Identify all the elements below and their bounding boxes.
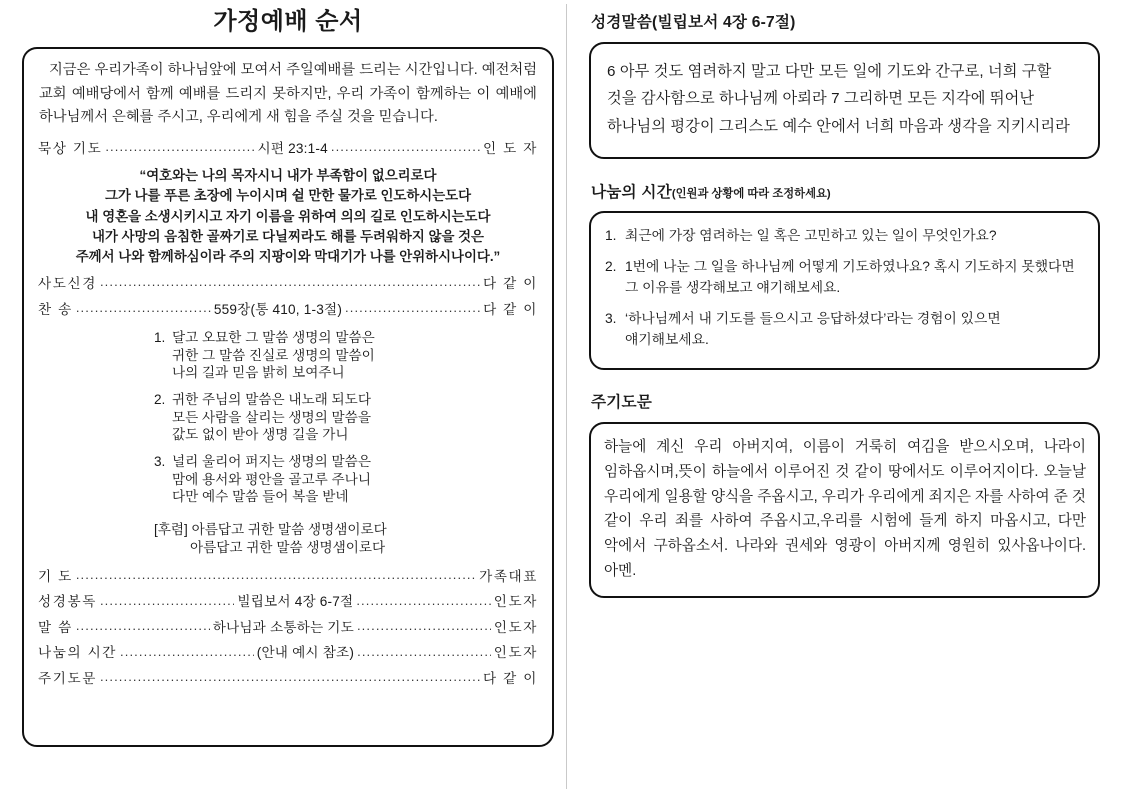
order-line-label: 주기도문 — [38, 670, 97, 686]
hymn-verse-number: 2. — [154, 391, 166, 407]
dot-leader — [100, 594, 234, 608]
order-line-role: 인 도 자 — [483, 140, 538, 156]
sharing-question — [605, 257, 1084, 299]
order-of-service-box — [22, 47, 554, 747]
order-line-role: 가족대표 — [479, 568, 538, 584]
order-line-detail: 하나님과 소통하는 기도 — [212, 619, 354, 635]
page-title: 가정예배 순서 — [213, 8, 363, 35]
hymn-verse — [154, 329, 422, 382]
scripture-box — [589, 42, 1100, 159]
hymn-line: 모든 사람을 살리는 생명의 말씀을 — [172, 409, 371, 425]
dot-leader — [345, 301, 480, 315]
order-line-role: 인도자 — [493, 594, 538, 610]
dot-leader — [357, 620, 491, 634]
hymn-refrain-line: [후렴] 아름답고 귀한 말씀 생명샘이로다 — [154, 521, 387, 537]
order-line-detail: (안내 예시 참조) — [256, 645, 355, 661]
dot-leader — [76, 620, 210, 634]
order-line-role: 다 같 이 — [483, 670, 538, 686]
hymn-line: 맘에 용서와 평안을 골고루 주나니 — [172, 471, 371, 487]
psalm-line: 내 영혼을 소생시키시고 자기 이름을 위하여 의의 길로 인도하시는도다 — [85, 208, 491, 224]
hymn-verse — [154, 453, 422, 506]
psalm-line: 그가 나를 푸른 초장에 누이시며 쉴 만한 물가로 인도하시는도다 — [104, 188, 472, 204]
dot-leader — [120, 645, 254, 659]
lords-prayer-heading: 주기도문 — [591, 394, 653, 412]
hymn-verse-lines — [172, 391, 422, 444]
dot-leader — [357, 645, 491, 659]
dot-leader — [356, 594, 490, 608]
order-line-apostles-creed — [38, 276, 538, 293]
order-line-label: 사도신경 — [38, 276, 97, 292]
lords-prayer-box — [589, 422, 1100, 598]
scripture-heading: 성경말씀(빌립보서 4장 6-7절) — [591, 14, 796, 31]
sharing-heading-sub: (인원과 상황에 따라 조정하세요) — [671, 187, 831, 200]
right-column — [567, 0, 1122, 793]
hymn-line: 다만 예수 말씀 들어 복을 받네 — [172, 489, 349, 505]
sharing-question — [605, 226, 1084, 247]
intro-paragraph: 지금은 우리가족이 하나님앞에 모여서 주일예배를 드리는 시간입니다. 예전처럼 교회 예배당에서 함께 예배를 드리지 못하지만, 우리 가족이 함께하는 이 예배에 하나님께서 은혜를 주시고, 우리에게 새 힘을 주실 것을 믿습니다. — [39, 62, 537, 125]
hymn-line: 귀한 주님의 말씀은 내노래 되도다 — [172, 391, 371, 407]
question-number: 2. — [605, 259, 617, 275]
hymn-line: 널리 울리어 퍼지는 생명의 말씀은 — [172, 453, 371, 469]
dot-leader — [105, 140, 254, 154]
dot-leader — [100, 671, 480, 685]
order-line-detail: 시편 23:1-4 — [257, 140, 328, 156]
order-line-sermon — [38, 620, 538, 637]
question-number: 3. — [605, 311, 617, 327]
hymn-verse — [154, 391, 422, 444]
question-number: 1. — [605, 228, 617, 244]
order-line-meditation-prayer — [38, 140, 538, 157]
hymn-line: 귀한 그 말씀 진실로 생명의 말씀이 — [172, 347, 375, 363]
dot-leader — [100, 276, 480, 290]
order-line-detail: 559장(통 410, 1-3절) — [213, 301, 343, 317]
hymn-verse-number: 1. — [154, 329, 166, 345]
order-line-scripture-reading — [38, 594, 538, 611]
sharing-heading-main: 나눔의 시간 — [591, 183, 672, 201]
question-text: 최근에 가장 염려하는 일 혹은 고민하고 있는 일이 무엇인가요? — [625, 228, 997, 244]
dot-leader — [76, 301, 211, 315]
psalm-line: 주께서 나와 함께하심이라 주의 지팡이와 막대기가 나를 안위하시나이다.” — [75, 249, 501, 265]
hymn-line: 값도 없이 받아 생명 길을 가니 — [172, 427, 349, 443]
question-text: ‘하나님께서 내 기도를 들으시고 응답하셨다’라는 경험이 있으면 얘기해보세요. — [625, 311, 1001, 348]
lords-prayer-text: 하늘에 계신 우리 아버지여, 이름이 거룩히 여김을 받으시오며, 나라이 임하옵시며,뜻이 하늘에서 이루어진 것 같이 땅에서도 이루어지이다. 오늘날 우리에게 일용할 양식을 주옵시고, 우리가 우리에게 죄지은 자를 사하여 준 것 같이 우리 죄를 사하여 주옵시고,우리를 시험에 들게 하지 마옵시고, 다만 악에서 구하옵소서. 나라와 권세와 영광이 아버지께 영원히 있사옵나이다. 아멘. — [604, 438, 1086, 579]
order-line-sharing-time — [38, 645, 538, 662]
dot-leader — [76, 568, 476, 582]
psalm-quote — [37, 166, 539, 268]
hymn-line: 달고 오묘한 그 말씀 생명의 말씀은 — [172, 329, 375, 345]
psalm-line: “여호와는 나의 목자시니 내가 부족함이 없으리로다 — [139, 167, 437, 183]
psalm-line: 내가 사망의 음침한 골짜기로 다닐찌라도 해를 두려워하지 않을 것은 — [92, 229, 484, 244]
order-line-label: 말 씀 — [38, 619, 73, 635]
order-line-label: 나눔의 시간 — [38, 645, 118, 661]
hymn-verses — [37, 329, 539, 556]
order-line-label: 묵상 기도 — [38, 140, 103, 156]
hymn-line: 나의 길과 믿음 밝히 보여주니 — [172, 365, 345, 381]
order-line-label: 성경봉독 — [38, 594, 97, 610]
question-text: 1번에 나눈 그 일을 하나님께 어떻게 기도하였나요? 혹시 기도하지 못했다면 그 이유를 생각해보고 얘기해보세요. — [625, 259, 1075, 296]
order-line-role: 인도자 — [493, 619, 539, 635]
sharing-questions-box — [589, 211, 1100, 370]
scripture-text: 6 아무 것도 염려하지 말고 다만 모든 일에 기도와 간구로, 너희 구할 것을 감사함으로 하나님께 아뢰라 7 그리하면 모든 지각에 뛰어난 하나님의 평강이 그리스도 예수 안에서 너희 마음과 생각을 지키시리라 — [607, 62, 1070, 136]
hymn-refrain-line: 아름답고 귀한 말씀 생명샘이로다 — [190, 539, 386, 555]
order-line-detail: 빌립보서 4장 6-7절 — [237, 594, 354, 610]
order-line-hymn — [38, 301, 538, 318]
hymn-verse-number: 3. — [154, 453, 166, 469]
order-line-lords-prayer — [38, 671, 538, 688]
order-line-role: 인도자 — [493, 645, 538, 661]
order-line-role: 다 같 이 — [483, 276, 538, 292]
order-line-prayer — [38, 568, 538, 585]
order-line-label: 기 도 — [38, 568, 73, 584]
order-line-role: 다 같 이 — [483, 301, 539, 317]
order-line-label: 찬 송 — [38, 301, 73, 317]
hymn-refrain — [154, 521, 422, 556]
sharing-heading — [591, 184, 1100, 203]
hymn-verse-lines — [172, 329, 422, 382]
dot-leader — [331, 140, 480, 154]
sharing-question — [605, 309, 1084, 351]
hymn-verse-lines — [172, 453, 422, 506]
